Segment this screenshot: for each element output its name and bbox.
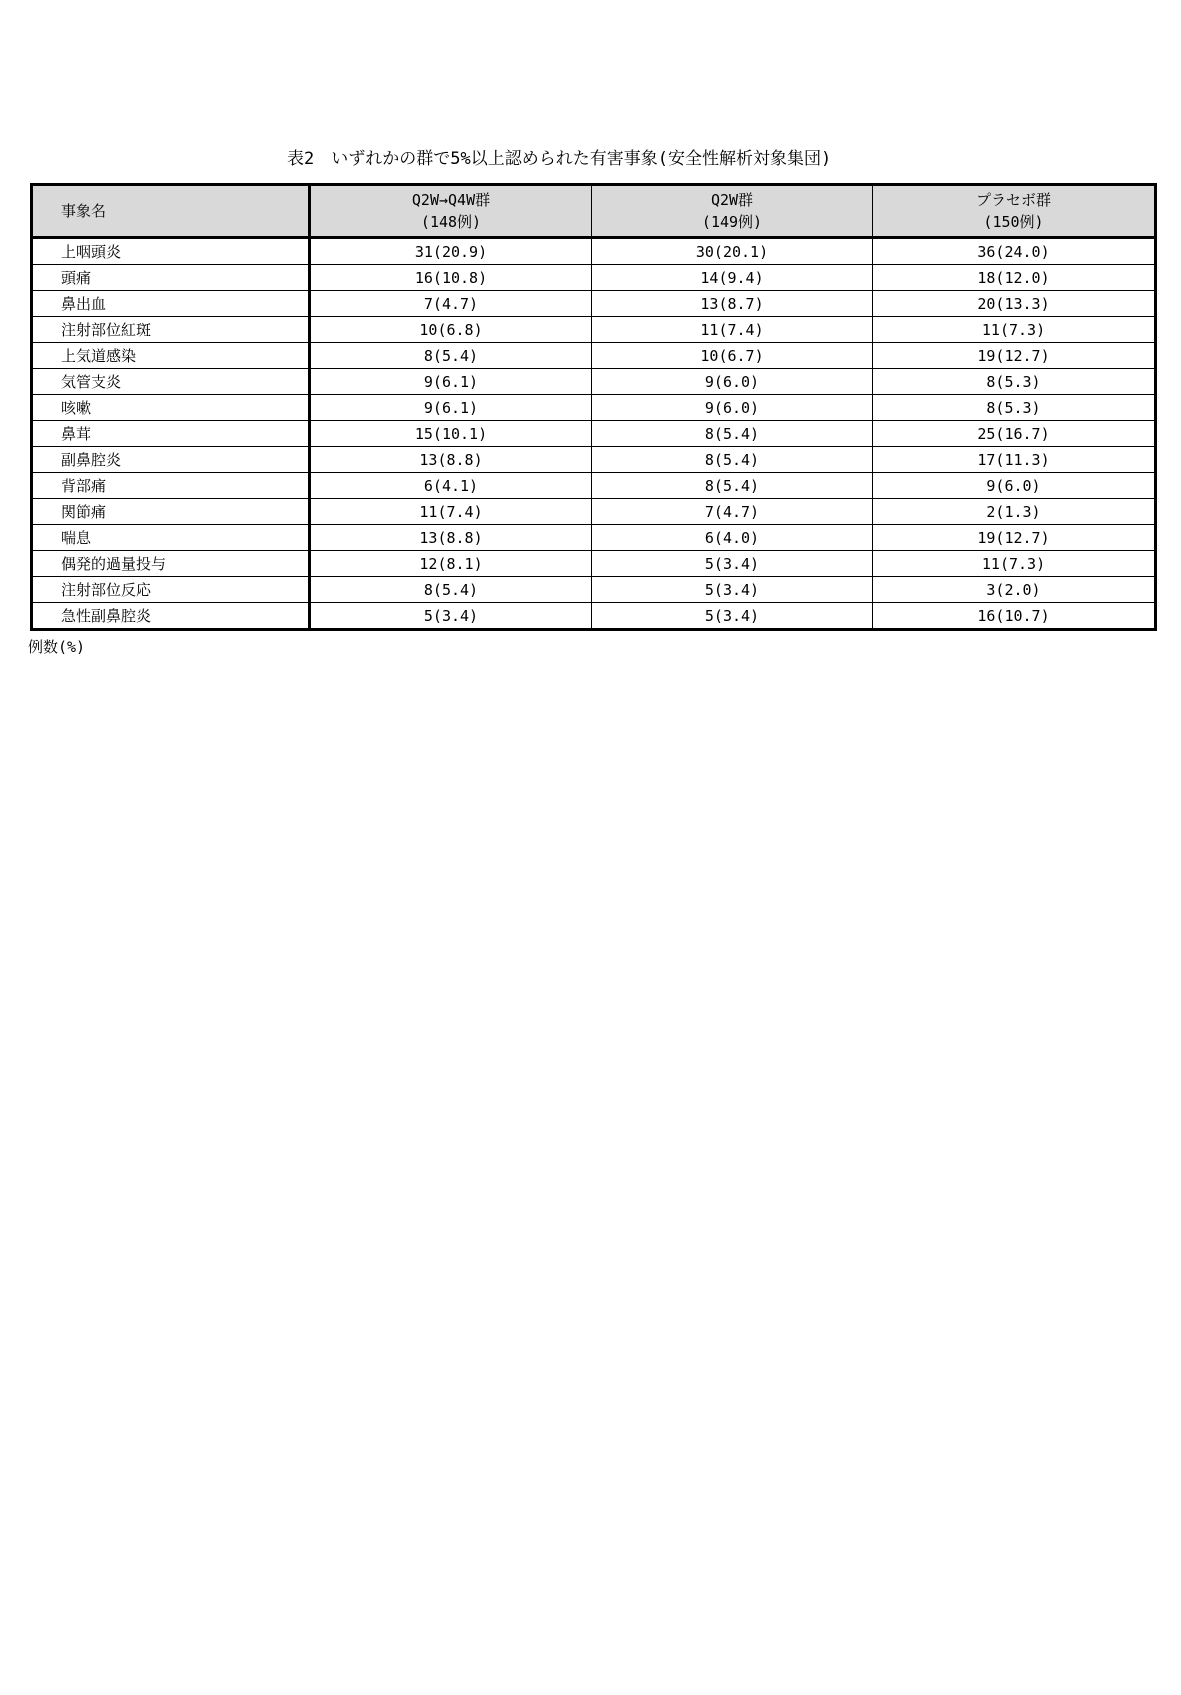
value-cell: 9(6.0) [873, 473, 1156, 499]
event-name-cell: 鼻出血 [32, 291, 310, 317]
value-cell: 8(5.3) [873, 369, 1156, 395]
event-name-cell: 急性副鼻腔炎 [32, 603, 310, 630]
value-cell: 2(1.3) [873, 499, 1156, 525]
value-cell: 20(13.3) [873, 291, 1156, 317]
event-name-cell: 上咽頭炎 [32, 238, 310, 265]
event-name-cell: 鼻茸 [32, 421, 310, 447]
table-body [32, 238, 1156, 630]
header-group-q2w-label: Q2W群 [710, 191, 754, 209]
table-header [32, 185, 1156, 238]
header-row [32, 185, 1156, 238]
event-name-cell: 頭痛 [32, 265, 310, 291]
adverse-events-table [30, 183, 1157, 631]
value-cell: 6(4.1) [310, 473, 592, 499]
event-name-cell: 注射部位紅斑 [32, 317, 310, 343]
header-event-name [32, 185, 310, 238]
header-event-name-label: 事象名 [61, 202, 107, 220]
table-row [32, 525, 1156, 551]
value-cell: 9(6.1) [310, 369, 592, 395]
value-cell: 9(6.0) [592, 369, 873, 395]
value-cell: 7(4.7) [592, 499, 873, 525]
value-cell: 36(24.0) [873, 238, 1156, 265]
value-cell: 11(7.4) [592, 317, 873, 343]
table-row [32, 499, 1156, 525]
value-cell: 25(16.7) [873, 421, 1156, 447]
table-row [32, 447, 1156, 473]
table-row [32, 473, 1156, 499]
value-cell: 16(10.8) [310, 265, 592, 291]
value-cell: 6(4.0) [592, 525, 873, 551]
event-name-cell: 背部痛 [32, 473, 310, 499]
value-cell: 17(11.3) [873, 447, 1156, 473]
table-footnote: 例数(%) [28, 638, 86, 656]
table-row [32, 238, 1156, 265]
header-group-q2w [592, 185, 873, 238]
table-row [32, 421, 1156, 447]
event-name-cell: 上気道感染 [32, 343, 310, 369]
value-cell: 11(7.3) [873, 317, 1156, 343]
value-cell: 9(6.1) [310, 395, 592, 421]
value-cell: 8(5.4) [592, 447, 873, 473]
value-cell: 12(8.1) [310, 551, 592, 577]
table-row [32, 343, 1156, 369]
table-row [32, 369, 1156, 395]
event-name-cell: 副鼻腔炎 [32, 447, 310, 473]
table-row [32, 317, 1156, 343]
value-cell: 11(7.3) [873, 551, 1156, 577]
table-row [32, 291, 1156, 317]
table-row [32, 577, 1156, 603]
header-group-placebo-label: プラセボ群 [975, 191, 1051, 209]
value-cell: 10(6.8) [310, 317, 592, 343]
table-row [32, 603, 1156, 630]
event-name-cell: 気管支炎 [32, 369, 310, 395]
value-cell: 31(20.9) [310, 238, 592, 265]
value-cell: 15(10.1) [310, 421, 592, 447]
header-group-placebo-n: (150例) [983, 213, 1044, 231]
value-cell: 5(3.4) [592, 603, 873, 630]
value-cell: 13(8.8) [310, 525, 592, 551]
table-title: 表2 いずれかの群で5%以上認められた有害事象(安全性解析対象集団) [287, 149, 832, 169]
table-row [32, 265, 1156, 291]
value-cell: 13(8.7) [592, 291, 873, 317]
header-group-q2w-q4w-label: Q2W→Q4W群 [411, 191, 491, 209]
table-row [32, 395, 1156, 421]
value-cell: 10(6.7) [592, 343, 873, 369]
value-cell: 5(3.4) [310, 603, 592, 630]
value-cell: 8(5.4) [592, 421, 873, 447]
value-cell: 13(8.8) [310, 447, 592, 473]
event-name-cell: 偶発的過量投与 [32, 551, 310, 577]
header-group-placebo [873, 185, 1156, 238]
event-name-cell: 咳嗽 [32, 395, 310, 421]
value-cell: 30(20.1) [592, 238, 873, 265]
value-cell: 8(5.4) [310, 343, 592, 369]
value-cell: 14(9.4) [592, 265, 873, 291]
value-cell: 8(5.4) [310, 577, 592, 603]
value-cell: 19(12.7) [873, 343, 1156, 369]
value-cell: 3(2.0) [873, 577, 1156, 603]
table-row [32, 551, 1156, 577]
value-cell: 5(3.4) [592, 577, 873, 603]
header-group-q2w-q4w [310, 185, 592, 238]
value-cell: 19(12.7) [873, 525, 1156, 551]
value-cell: 16(10.7) [873, 603, 1156, 630]
value-cell: 8(5.3) [873, 395, 1156, 421]
event-name-cell: 喘息 [32, 525, 310, 551]
value-cell: 11(7.4) [310, 499, 592, 525]
event-name-cell: 注射部位反応 [32, 577, 310, 603]
value-cell: 5(3.4) [592, 551, 873, 577]
header-group-q2w-q4w-n: (148例) [420, 213, 482, 231]
value-cell: 18(12.0) [873, 265, 1156, 291]
event-name-cell: 関節痛 [32, 499, 310, 525]
value-cell: 8(5.4) [592, 473, 873, 499]
header-group-q2w-n: (149例) [701, 213, 763, 231]
value-cell: 9(6.0) [592, 395, 873, 421]
value-cell: 7(4.7) [310, 291, 592, 317]
